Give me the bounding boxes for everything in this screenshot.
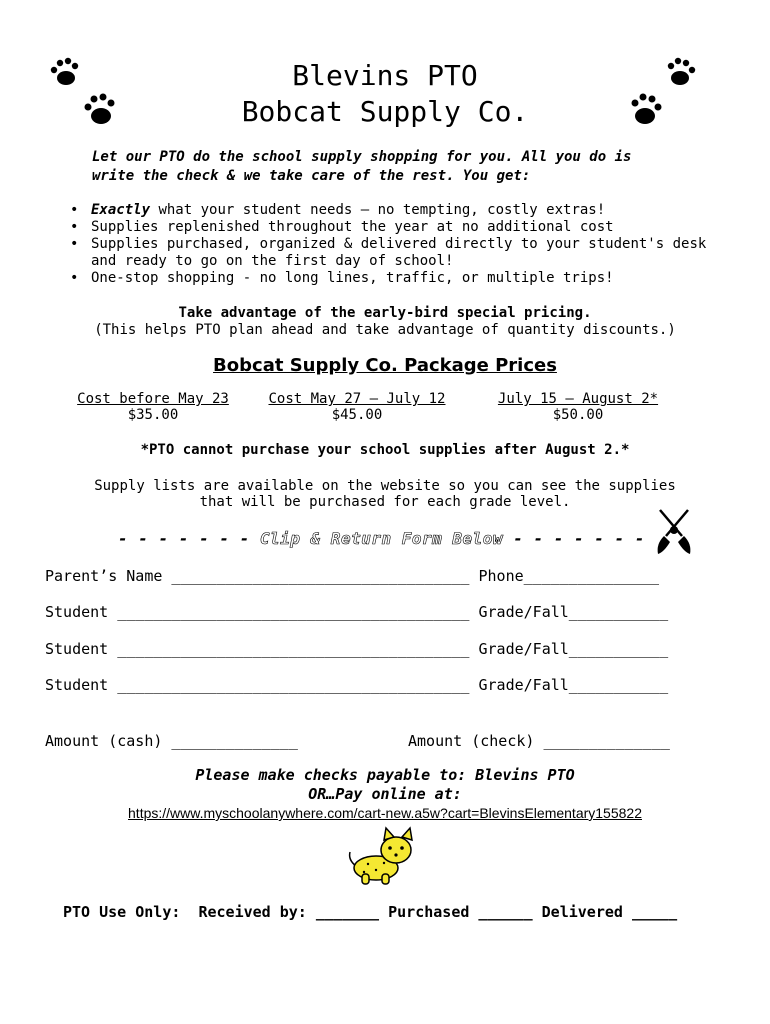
parent-name-field[interactable]: Parent’s Name _________________________________ Phone_______________ (45, 567, 660, 585)
price-value: $50.00 (552, 407, 604, 423)
price-value: $35.00 (127, 407, 179, 423)
clip-text: Clip & Return Form Below (259, 529, 504, 548)
price-value: $45.00 (331, 407, 383, 423)
title-line-2: Bobcat Supply Co. (241, 95, 529, 128)
price-heading: Cost before May 23 (77, 391, 229, 407)
price-column-1 (68, 391, 238, 423)
package-title: Bobcat Supply Co. Package Prices (213, 355, 557, 376)
supply-lists-line-1: Supply lists are available on the website so you can see the supplies (94, 478, 676, 494)
bobcat-cartoon-icon (346, 826, 422, 886)
student-field-1[interactable]: Student _______________________________________ Grade/Fall___________ (45, 603, 669, 621)
price-heading: Cost May 27 – July 12 (268, 391, 446, 407)
amount-check-field[interactable]: Amount (check) ______________ (408, 732, 670, 750)
pto-use-only (63, 903, 677, 921)
student-field-3[interactable]: Student _______________________________________ Grade/Fall___________ (45, 676, 669, 694)
amount-cash-field[interactable]: Amount (cash) ______________ (45, 732, 298, 750)
package-title-wrap (0, 357, 770, 376)
earlybird-heading: Take advantage of the early-bird special pricing. (178, 305, 592, 321)
benefits-list (70, 202, 710, 287)
list-item: • Exactly what your student needs – no tempting, costly extras! (70, 202, 710, 219)
list-item: • One-stop shopping - no long lines, traffic, or multiple trips! (70, 270, 710, 287)
pto-use-fields[interactable]: Received by: _______ Purchased ______ Delivered _____ (198, 903, 678, 921)
scissors-icon (652, 506, 696, 560)
student-field-2[interactable]: Student _______________________________________ Grade/Fall___________ (45, 640, 669, 658)
clip-dashes-right: - - - - - - - (513, 529, 645, 548)
deadline-note: *PTO cannot purchase your school supplies after August 2.* (140, 442, 630, 458)
intro-line-1: Let our PTO do the school supply shopping for you. All you do is (92, 149, 632, 165)
payment-link[interactable]: https://www.myschoolanywhere.com/cart-new.a5w?cart=BlevinsElementary155822 (128, 805, 642, 821)
clip-dashes-left: - - - - - - - (118, 529, 250, 548)
payable-to: Please make checks payable to: Blevins PTO (195, 766, 575, 784)
intro-line-2: write the check & we take care of the rest. You get: (92, 168, 531, 184)
list-item: • Supplies purchased, organized & delivered directly to your student's desk and ready to go on the first day of school! (70, 236, 710, 270)
supply-lists-line-2: that will be purchased for each grade level. (199, 494, 571, 510)
title-line-1: Blevins PTO (292, 59, 478, 92)
list-item: • Supplies replenished throughout the year at no additional cost (70, 219, 710, 236)
earlybird-note: (This helps PTO plan ahead and take advantage of quantity discounts.) (94, 322, 676, 338)
price-column-3 (478, 391, 678, 423)
pay-online: OR…Pay online at: (308, 785, 462, 803)
pto-use-label: PTO Use Only: (63, 903, 181, 921)
price-heading: July 15 – August 2* (497, 391, 659, 407)
clip-banner (118, 529, 645, 548)
price-column-2 (262, 391, 452, 423)
